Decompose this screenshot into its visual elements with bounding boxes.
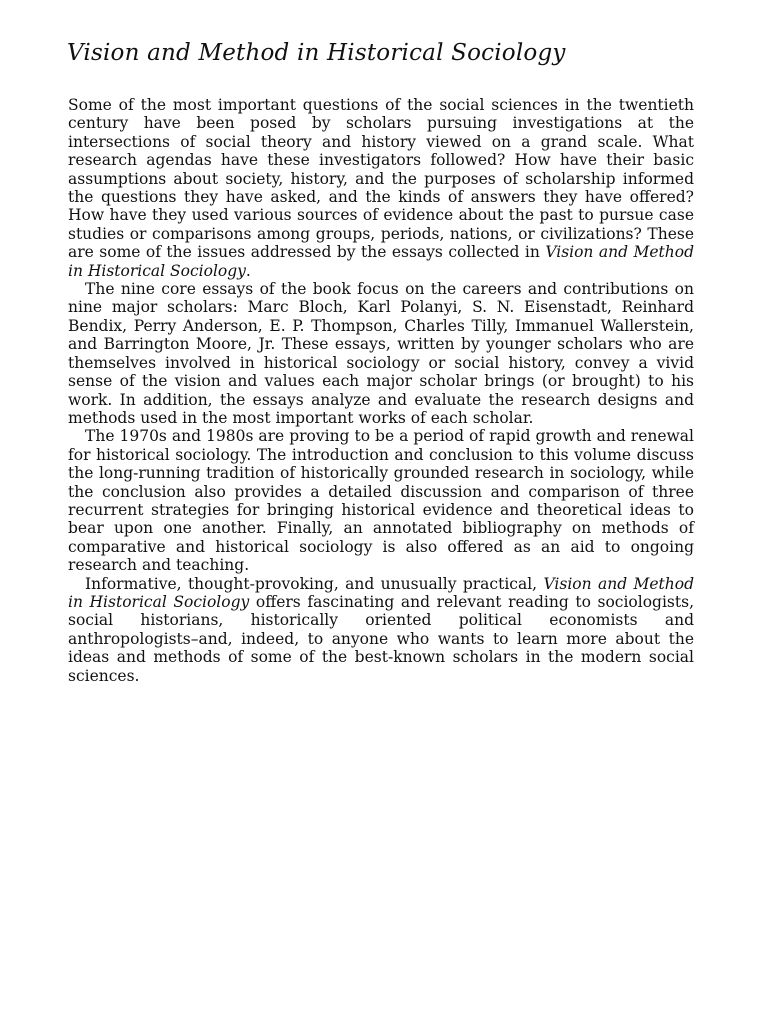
paragraph-growth bbox=[68, 427, 694, 574]
paragraph-text: Informative, thought-provoking, and unusually practical, bbox=[85, 574, 544, 593]
body-text bbox=[68, 96, 694, 685]
paragraph-text: Some of the most important questions of the social sciences in the twentieth century have been posed by scholars pursuing investigations at the intersections of social theory and history viewed on a grand scale. What research agendas have these investigators followed? How have their basic assumptions about society, history, and the purposes of scholarship informed the questions they have asked, and the kinds of answers they have offered? How have they used various sources of evidence about the past to pursue case studies or comparisons among groups, periods, nations, or civilizations? These are some of the issues addressed by the essays collected in bbox=[68, 96, 694, 262]
book-title-italic: Vision and Method in Historical Sociology bbox=[68, 574, 694, 611]
paragraph-text: . bbox=[245, 261, 251, 280]
paragraph-intro bbox=[68, 96, 694, 280]
paragraph-text: offers fascinating and relevant reading to sociologists, social historians, historically oriented political economists and anthropologists–and, indeed, to anyone who wants to learn more about the ideas and methods of some of the best-known scholars in the modern social sciences. bbox=[68, 592, 694, 685]
page-title: Vision and Method in Historical Sociology bbox=[67, 40, 566, 66]
paragraph-text: The nine core essays of the book focus on the careers and contributions on nine major scholars: Marc Bloch, Karl Polanyi, S. N. Eisenstadt, Reinhard Bendix, Perry Anderson, E. P. Thompson, Charles Tilly, Immanuel Wallerstein, and Barrington Moore, Jr. These essays, written by younger scholars who are themselves involved in historical sociology or social history, convey a vivid sense of the vision and values each major scholar brings (or brought) to his work. In addition, the essays analyze and evaluate the research designs and methods used in the most important works of each scholar. bbox=[68, 280, 694, 427]
book-title-italic: Vision and Method in Historical Sociology bbox=[68, 243, 694, 280]
paragraph-text: The 1970s and 1980s are proving to be a period of rapid growth and renewal for historical sociology. The introduction and conclusion to this volume discuss the long-running tradition of historically grounded research in sociology, while the conclusion also provides a detailed discussion and comparison of three recurrent strategies for bringing historical evidence and theoretical ideas to bear upon one another. Finally, an annotated bibliography on methods of comparative and historical sociology is also offered as an aid to ongoing research and teaching. bbox=[68, 427, 694, 575]
paragraph-summary bbox=[68, 575, 694, 685]
paragraph-core-essays bbox=[68, 280, 694, 427]
